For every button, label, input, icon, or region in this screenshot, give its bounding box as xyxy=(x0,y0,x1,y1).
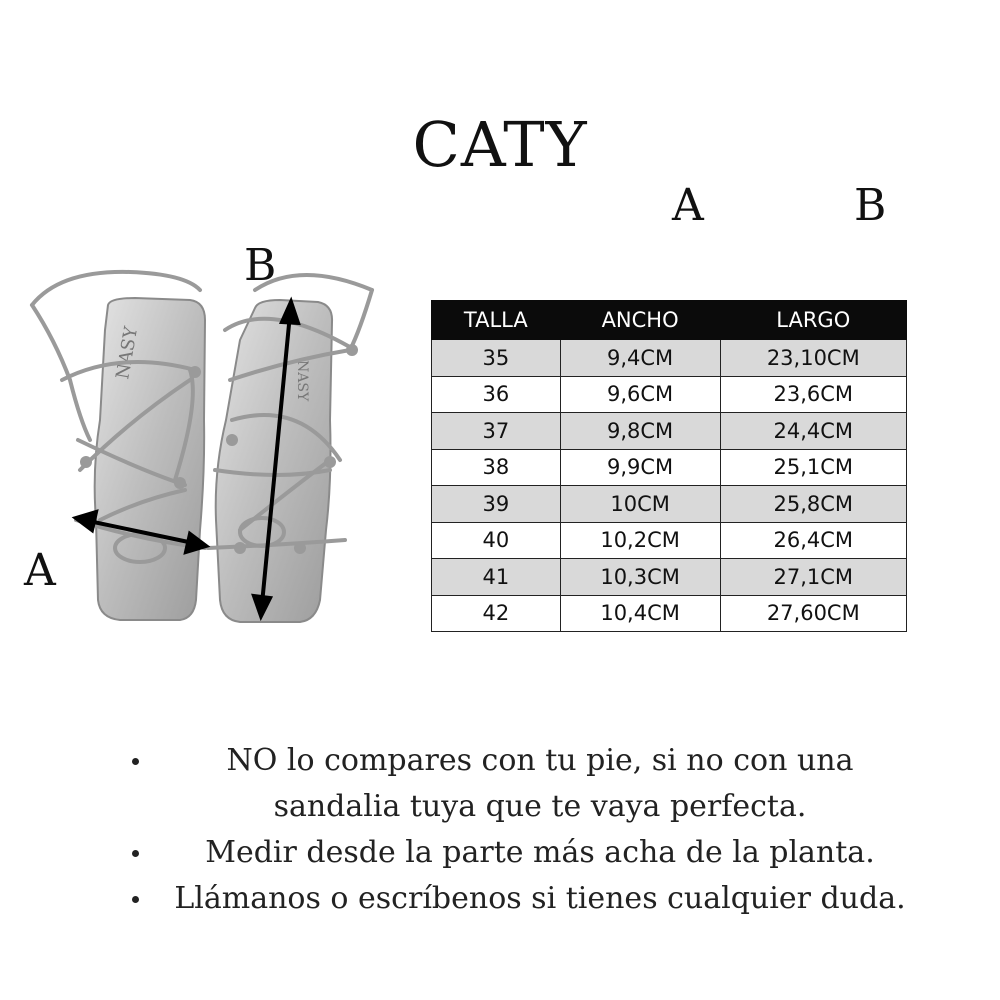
header-largo: LARGO xyxy=(720,301,906,340)
cell-largo: 25,8CM xyxy=(720,486,906,523)
sandal-illustration xyxy=(0,240,400,630)
page-title: CATY xyxy=(412,108,588,181)
cell-talla: 37 xyxy=(432,413,561,450)
cell-largo: 25,1CM xyxy=(720,449,906,486)
cell-ancho: 9,9CM xyxy=(560,449,720,486)
cell-ancho: 10CM xyxy=(560,486,720,523)
cell-talla: 35 xyxy=(432,340,561,377)
bullet-icon xyxy=(132,850,139,857)
cell-ancho: 9,8CM xyxy=(560,413,720,450)
table-row xyxy=(432,522,907,559)
table-row xyxy=(432,486,907,523)
column-letter-a: A xyxy=(672,180,704,231)
note-text: Medir desde la parte más acha de la planta. xyxy=(205,835,875,870)
header-ancho: ANCHO xyxy=(560,301,720,340)
cell-talla: 38 xyxy=(432,449,561,486)
bullet-icon xyxy=(132,758,139,765)
cell-ancho: 10,2CM xyxy=(560,522,720,559)
table-row xyxy=(432,413,907,450)
left-brand-mark: NASY xyxy=(112,325,143,381)
table-row xyxy=(432,340,907,377)
header-talla: TALLA xyxy=(432,301,561,340)
list-item xyxy=(120,876,920,922)
table-row xyxy=(432,559,907,596)
right-brand-mark: NASY xyxy=(294,360,310,402)
cell-ancho: 9,4CM xyxy=(560,340,720,377)
note-text: Llámanos o escríbenos si tienes cualquier duda. xyxy=(174,881,906,916)
cell-talla: 39 xyxy=(432,486,561,523)
list-item xyxy=(120,830,920,876)
measure-label-a: A xyxy=(24,545,56,596)
cell-talla: 41 xyxy=(432,559,561,596)
cell-largo: 23,6CM xyxy=(720,376,906,413)
table-row xyxy=(432,376,907,413)
size-table xyxy=(431,300,907,632)
notes-list xyxy=(120,738,920,922)
cell-largo: 26,4CM xyxy=(720,522,906,559)
cell-talla: 36 xyxy=(432,376,561,413)
note-text: NO lo compares con tu pie, si no con una sandalia tuya que te vaya perfecta. xyxy=(226,743,854,824)
table-header-row xyxy=(432,301,907,340)
cell-largo: 27,60CM xyxy=(720,595,906,632)
left-sole xyxy=(95,298,205,620)
cell-ancho: 9,6CM xyxy=(560,376,720,413)
table-row xyxy=(432,449,907,486)
cell-ancho: 10,4CM xyxy=(560,595,720,632)
cell-largo: 23,10CM xyxy=(720,340,906,377)
table-row xyxy=(432,595,907,632)
column-letter-b: B xyxy=(854,180,887,231)
cell-ancho: 10,3CM xyxy=(560,559,720,596)
cell-talla: 40 xyxy=(432,522,561,559)
bullet-icon xyxy=(132,896,139,903)
measure-label-b: B xyxy=(244,240,277,291)
cell-largo: 24,4CM xyxy=(720,413,906,450)
cell-largo: 27,1CM xyxy=(720,559,906,596)
list-item xyxy=(120,738,920,830)
cell-talla: 42 xyxy=(432,595,561,632)
